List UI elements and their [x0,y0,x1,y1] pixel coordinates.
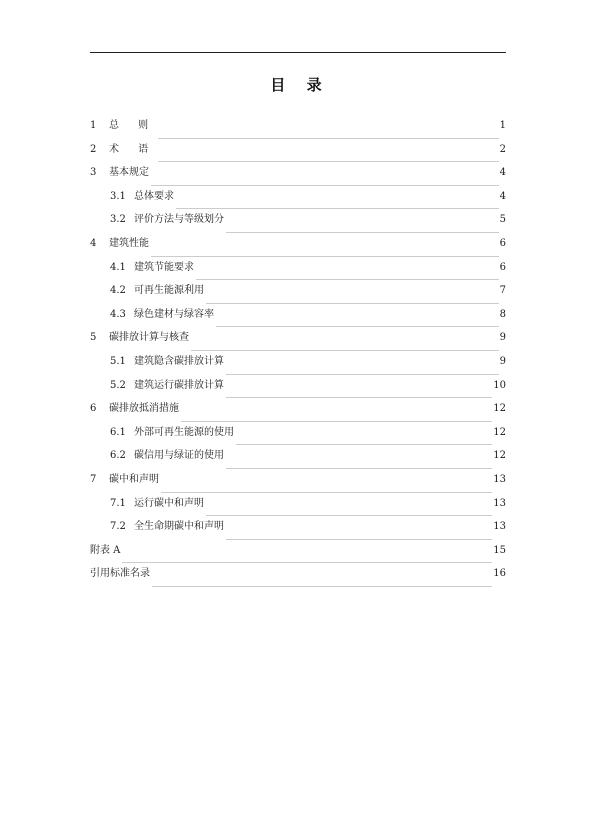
toc-entry-label: 碳排放抵消措施 [109,403,179,415]
toc-entry-number: 3 [90,167,97,179]
toc-entry[interactable] [90,261,506,285]
toc-entry-label: 引用标准名录 [90,568,150,580]
toc-entry-page: 6 [499,261,506,273]
toc-entry-number: 4 [90,237,97,249]
toc-entry-label: 碳信用与绿证的使用 [134,450,224,462]
dot-leader [236,444,492,445]
dot-leader [122,562,492,563]
toc-entry-page: 15 [493,544,506,556]
toc-entry-number: 6.2 [110,450,126,462]
toc-entry-label: 建筑隐含碳排放计算 [134,355,224,367]
dot-leader [152,586,492,587]
toc-entry[interactable] [90,544,506,568]
toc-entry-number: 5.2 [110,379,126,391]
toc-entry-number: 4.1 [110,261,126,273]
toc-entry-page: 6 [499,237,506,249]
toc-entry-label: 附表 A [90,544,121,556]
toc-entry-label: 基本规定 [109,167,149,179]
toc-entry-label: 建筑节能要求 [134,261,194,273]
header-rule [90,52,506,53]
toc-entry[interactable] [90,119,506,143]
toc-entry[interactable] [90,284,506,308]
dot-leader [181,421,492,422]
dot-leader [226,374,499,375]
toc-entry[interactable] [90,379,506,403]
toc-entry[interactable] [90,497,506,521]
toc-entry-number: 7.1 [110,497,126,509]
toc-entry-page: 4 [499,190,506,202]
toc-entry-number: 4.3 [110,308,126,320]
toc-entry-page: 13 [493,473,506,485]
dot-leader [226,397,492,398]
toc-entry[interactable] [90,355,506,379]
toc-entry-number: 7.2 [110,521,126,533]
toc-entry[interactable] [90,143,506,167]
table-of-contents [90,119,506,591]
toc-entry-page: 12 [493,450,506,462]
dot-leader [151,185,499,186]
toc-entry-page: 16 [493,568,506,580]
dot-leader [176,208,499,209]
toc-entry[interactable] [90,213,506,237]
dot-leader [158,161,498,162]
toc-entry[interactable] [90,449,506,473]
toc-entry-page: 10 [493,379,506,391]
toc-entry-page: 1 [499,120,506,131]
toc-entry-label: 运行碳中和声明 [134,497,204,509]
toc-entry[interactable] [90,190,506,214]
toc-entry-page: 9 [499,355,506,367]
toc-entry-number: 5 [90,332,97,344]
toc-entry[interactable] [90,426,506,450]
toc-entry-page: 5 [499,214,506,226]
toc-entry-number: 6 [90,403,97,415]
toc-entry-label: 碳排放计算与核查 [109,332,189,344]
toc-entry-label: 总 则 [109,120,157,131]
toc-entry-number: 4.2 [110,285,126,297]
toc-entry-number: 1 [90,120,97,131]
toc-entry-page: 4 [499,167,506,179]
toc-entry[interactable] [90,331,506,355]
toc-entry-label: 碳中和声明 [109,473,159,485]
page-title: 目 录 [270,76,330,94]
toc-entry-label: 绿色建材与绿容率 [134,308,214,320]
toc-entry-page: 8 [499,308,506,320]
dot-leader [226,539,492,540]
toc-entry[interactable] [90,473,506,497]
toc-entry-label: 建筑运行碳排放计算 [134,379,224,391]
dot-leader [216,326,499,327]
dot-leader [161,492,492,493]
toc-entry-page: 12 [493,426,506,438]
toc-entry[interactable] [90,402,506,426]
toc-entry-label: 外部可再生能源的使用 [134,426,234,438]
toc-entry-number: 7 [90,473,97,485]
dot-leader [226,232,499,233]
dot-leader [196,279,499,280]
dot-leader [158,138,498,139]
dot-leader [206,515,492,516]
toc-entry-page: 13 [493,521,506,533]
toc-entry-number: 3.2 [110,214,126,226]
toc-entry[interactable] [90,237,506,261]
dot-leader [206,303,499,304]
toc-entry-label: 评价方法与等级划分 [134,214,224,226]
toc-entry-label: 全生命期碳中和声明 [134,521,224,533]
toc-entry-number: 6.1 [110,426,126,438]
toc-entry[interactable] [90,166,506,190]
toc-entry[interactable] [90,520,506,544]
dot-leader [226,468,492,469]
toc-entry-page: 9 [499,332,506,344]
toc-entry-number: 3.1 [110,190,126,202]
toc-entry-label: 术 语 [109,143,157,155]
toc-entry[interactable] [90,567,506,591]
toc-entry-page: 12 [493,403,506,415]
toc-entry-number: 5.1 [110,355,126,367]
dot-leader [151,256,499,257]
toc-entry-label: 可再生能源利用 [134,285,204,297]
toc-entry-page: 2 [499,143,506,155]
toc-entry-page: 13 [493,497,506,509]
toc-entry-number: 2 [90,143,97,155]
toc-entry-label: 总体要求 [134,190,174,202]
toc-entry-label: 建筑性能 [109,237,149,249]
toc-entry[interactable] [90,308,506,332]
toc-entry-page: 7 [499,285,506,297]
dot-leader [191,350,499,351]
